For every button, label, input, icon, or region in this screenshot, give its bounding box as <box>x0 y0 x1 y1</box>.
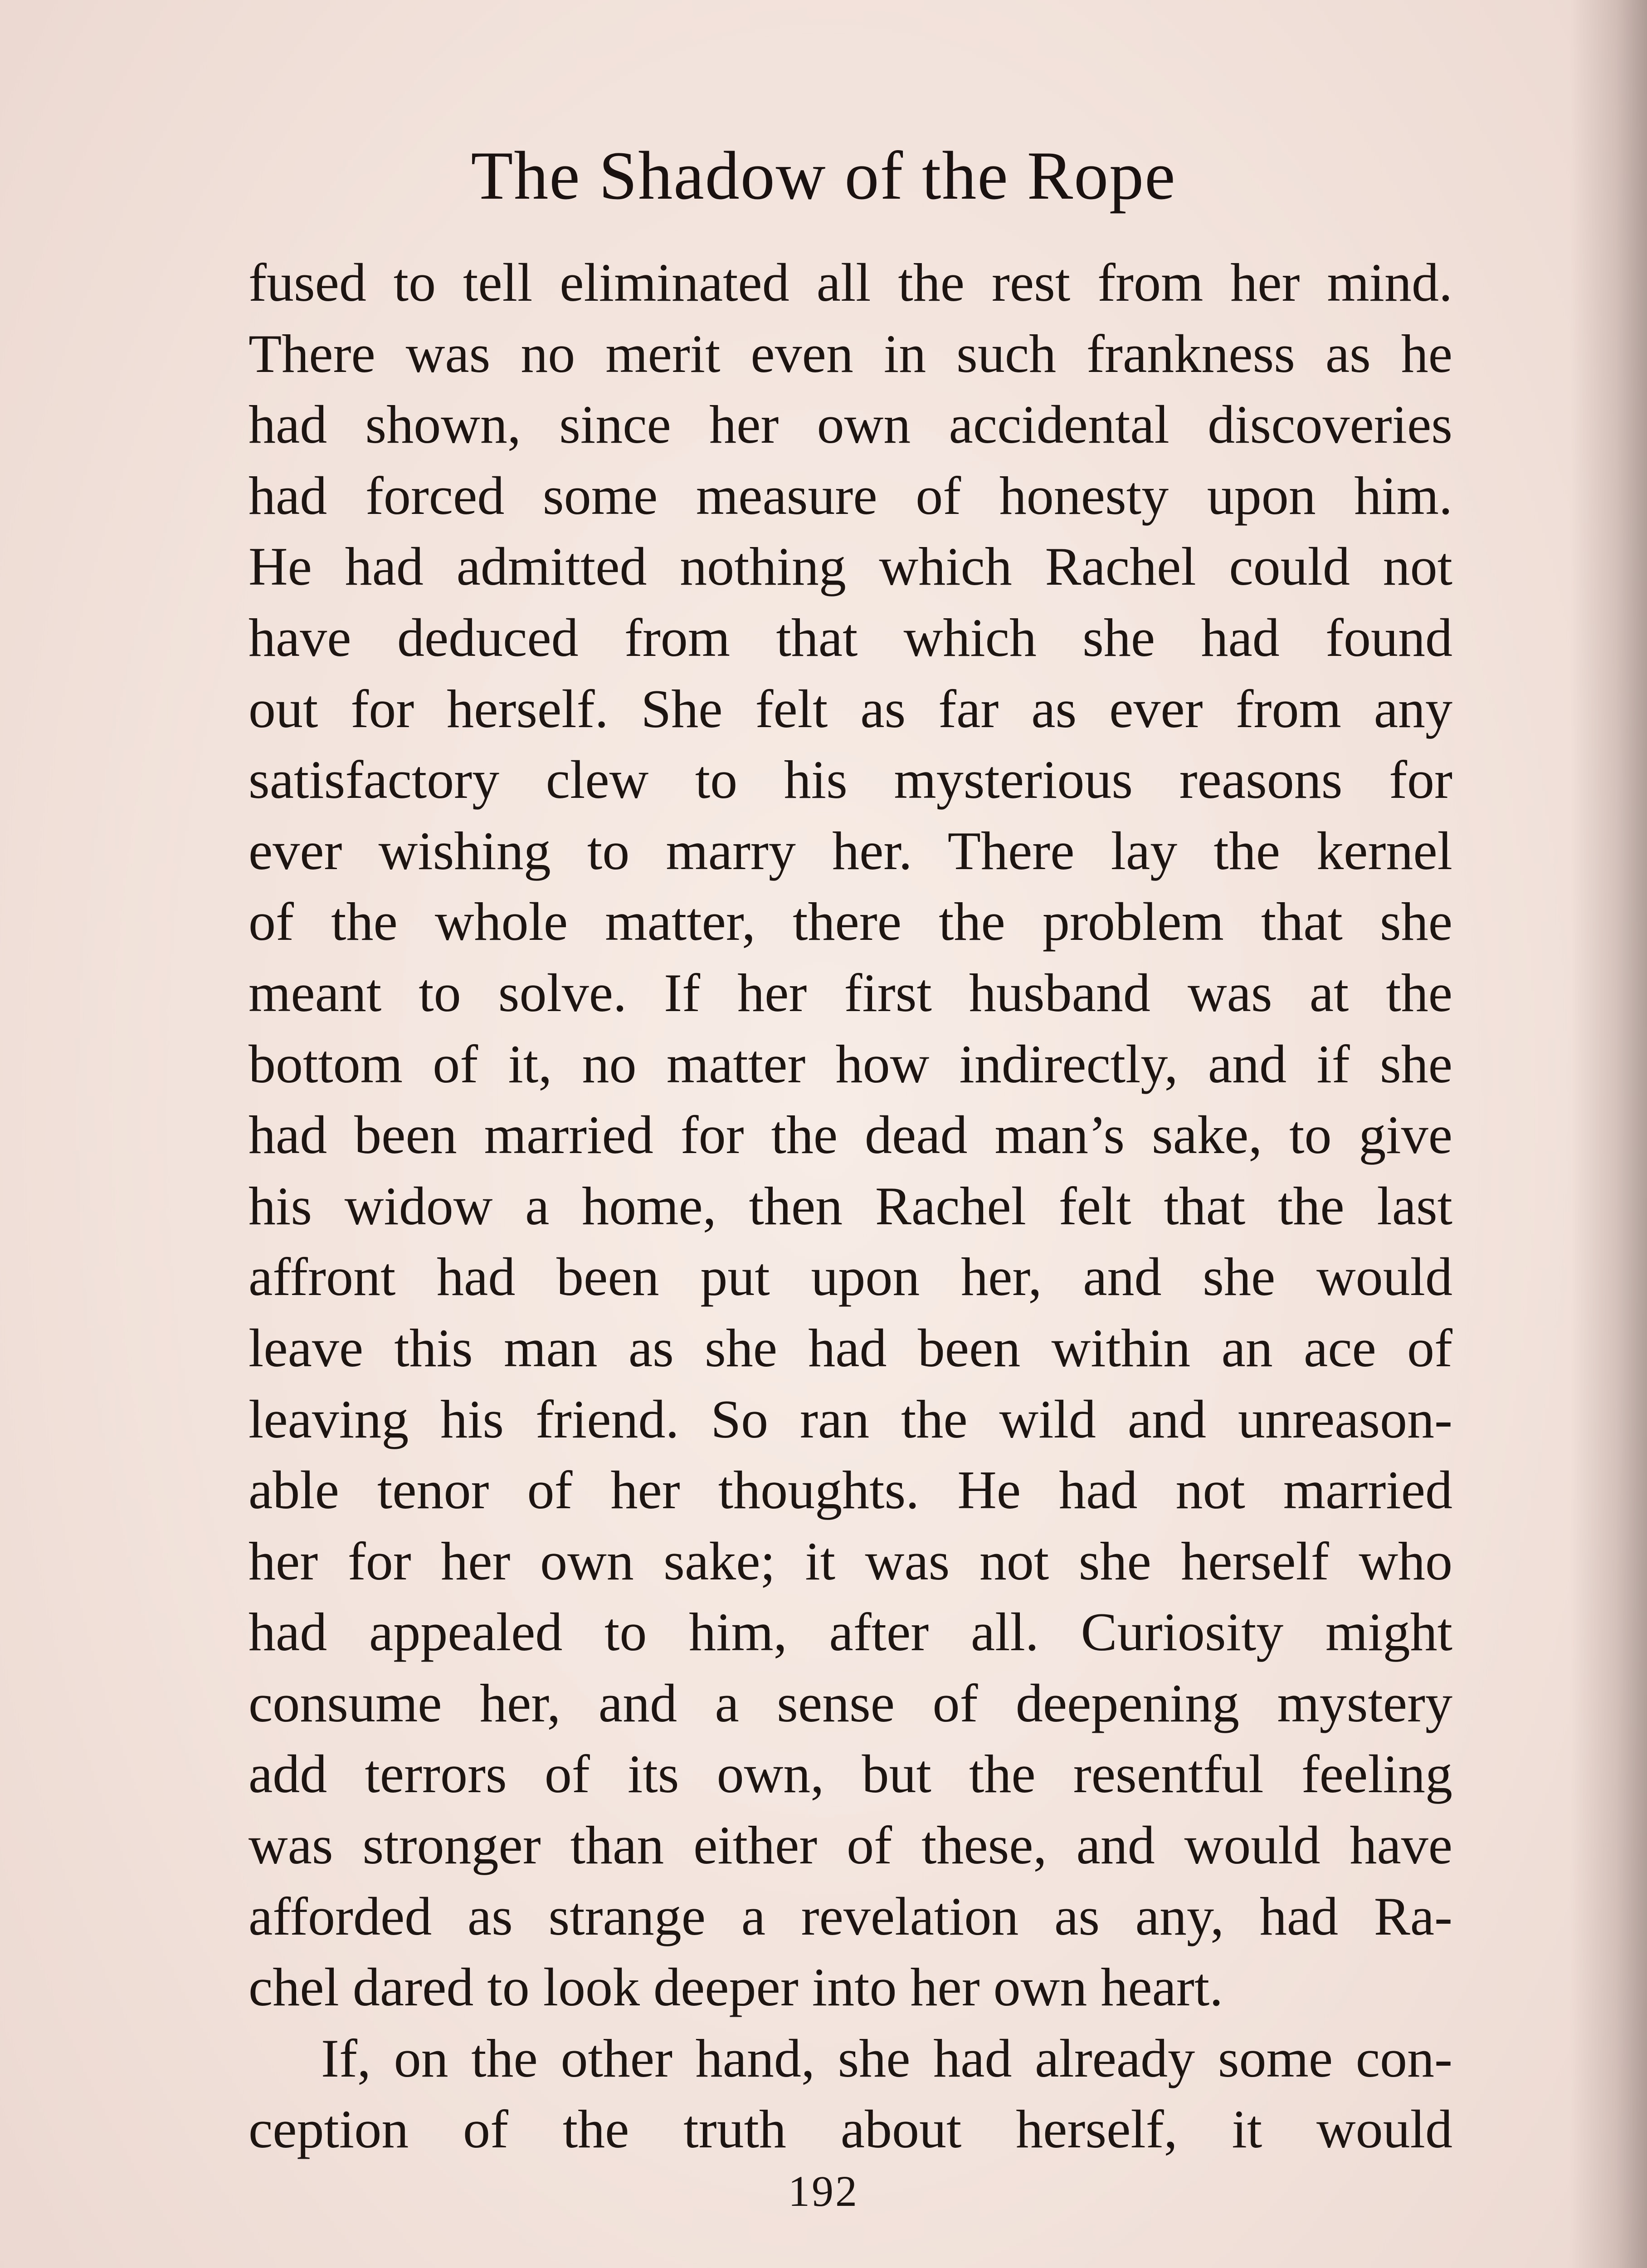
text-line: her for her own sake; it was not she herself who <box>249 1530 1452 1591</box>
text-line: add terrors of its own, but the resentful feeling <box>249 1744 1452 1804</box>
text-line: ception of the truth about herself, it would <box>249 2099 1452 2160</box>
text-line: affront had been put upon her, and she would <box>249 1246 1452 1307</box>
text-line: afforded as strange a revelation as any, had Ra- <box>249 1886 1452 1946</box>
body-text <box>249 247 1452 2165</box>
text-line: had shown, since her own accidental discoveries <box>249 394 1452 455</box>
text-line: bottom of it, no matter how indirectly, and if she <box>249 1033 1452 1094</box>
text-line: If, on the other hand, she had already some con- <box>321 2028 1452 2088</box>
text-line: consume her, and a sense of deepening mystery <box>249 1672 1452 1733</box>
text-line: have deduced from that which she had found <box>249 607 1452 668</box>
text-line: leave this man as she had been within an ace of <box>249 1317 1452 1378</box>
text-line: fused to tell eliminated all the rest from her mind. <box>249 252 1452 313</box>
text-line: out for herself. She felt as far as ever from any <box>249 678 1452 739</box>
page-number: 192 <box>788 2167 859 2215</box>
text-line: satisfactory clew to his mysterious reasons for <box>249 749 1452 810</box>
text-line: his widow a home, then Rachel felt that the last <box>249 1175 1452 1236</box>
text-line: leaving his friend. So ran the wild and unreason- <box>249 1388 1452 1449</box>
text-line: chel dared to look deeper into her own heart. <box>249 1957 1223 2018</box>
text-line: ever wishing to marry her. There lay the kernel <box>249 820 1452 881</box>
text-line: was stronger than either of these, and would have <box>249 1815 1452 1876</box>
text-line: He had admitted nothing which Rachel could not <box>249 536 1452 597</box>
text-line: had appealed to him, after all. Curiosity might <box>249 1602 1452 1662</box>
text-line: had been married for the dead man’s sake, to give <box>249 1105 1452 1165</box>
text-line: of the whole matter, there the problem that she <box>249 891 1452 952</box>
text-line: able tenor of her thoughts. He had not married <box>249 1460 1452 1520</box>
text-line: had forced some measure of honesty upon him. <box>249 465 1452 526</box>
page-edge-shadow <box>1570 0 1647 2268</box>
text-line: meant to solve. If her first husband was at the <box>249 962 1452 1023</box>
text-line: There was no merit even in such frankness as he <box>249 323 1452 384</box>
running-head: The Shadow of the Rope <box>471 137 1176 214</box>
